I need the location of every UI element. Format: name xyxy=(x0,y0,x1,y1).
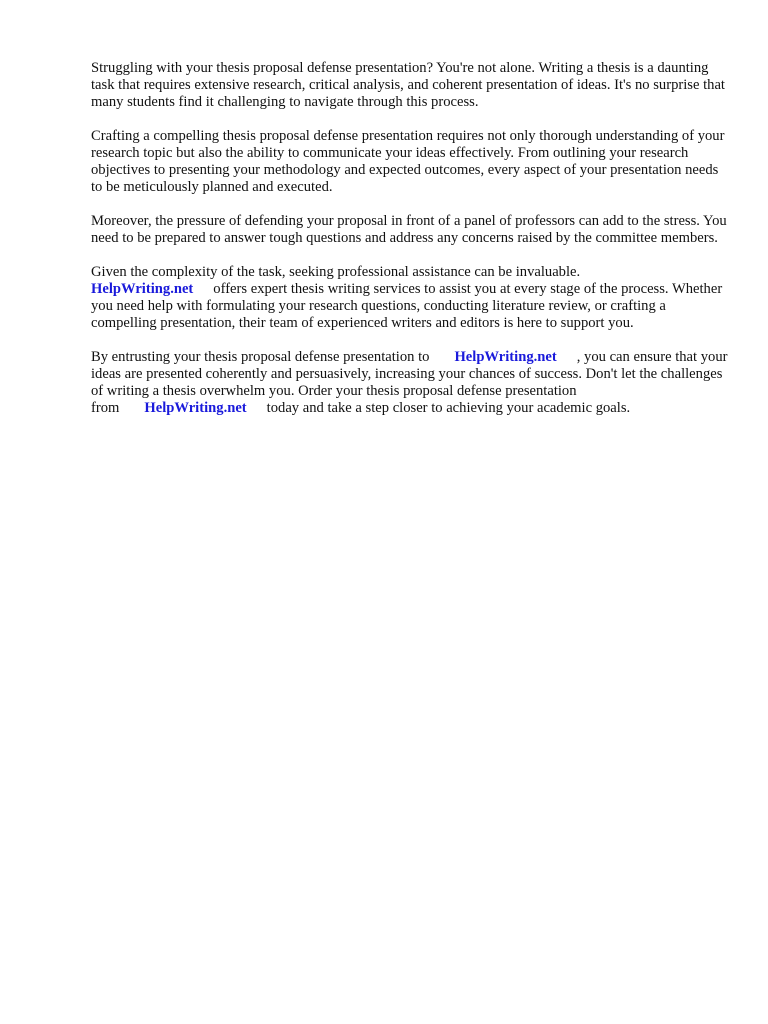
paragraph-entrusting-end: today and take a step closer to achieving your academic goals. xyxy=(266,400,631,416)
paragraph-entrusting xyxy=(91,349,731,417)
paragraph-pressure: Moreover, the pressure of defending your proposal in front of a panel of professors can add to the stress. You need to be prepared to answer tough questions and address any concerns raised by the committee members. xyxy=(91,213,727,246)
helpwriting-link-2[interactable]: HelpWriting.net xyxy=(454,349,557,365)
document-body xyxy=(91,60,731,434)
paragraph-assistance-rest: offers expert thesis writing services to assist you at every stage of the process. Whether you need help with formulating your research questions, conducting literature review, or crafting a compelling presentation, their team of experienced writers and editors is here to support you. xyxy=(91,281,723,331)
paragraph-assistance xyxy=(91,264,731,332)
paragraph-crafting: Crafting a compelling thesis proposal defense presentation requires not only thorough understanding of your research topic but also the ability to communicate your ideas effectively. From outlining your research objectives to presenting your methodology and expected outcomes, every aspect of your presentation needs to be meticulously planned and executed. xyxy=(91,128,725,195)
paragraph-intro: Struggling with your thesis proposal defense presentation? You're not alone. Writing a thesis is a daunting task that requires extensive research, critical analysis, and coherent presentation of ideas. It's no surprise that many students find it challenging to navigate through this process. xyxy=(91,60,725,110)
helpwriting-link-3[interactable]: HelpWriting.net xyxy=(144,400,247,416)
paragraph-assistance-intro: Given the complexity of the task, seeking professional assistance can be invaluable. xyxy=(91,264,581,280)
helpwriting-link-1[interactable]: HelpWriting.net xyxy=(91,281,194,297)
paragraph-entrusting-start: By entrusting your thesis proposal defense presentation to xyxy=(91,349,430,365)
paragraph-entrusting-middle: , you can ensure that your ideas are presented coherently and persuasively, increasing your chances of success. Don't let the challenges of writing a thesis overwhelm you. Order your thesis proposal defense presentation from xyxy=(91,349,728,416)
